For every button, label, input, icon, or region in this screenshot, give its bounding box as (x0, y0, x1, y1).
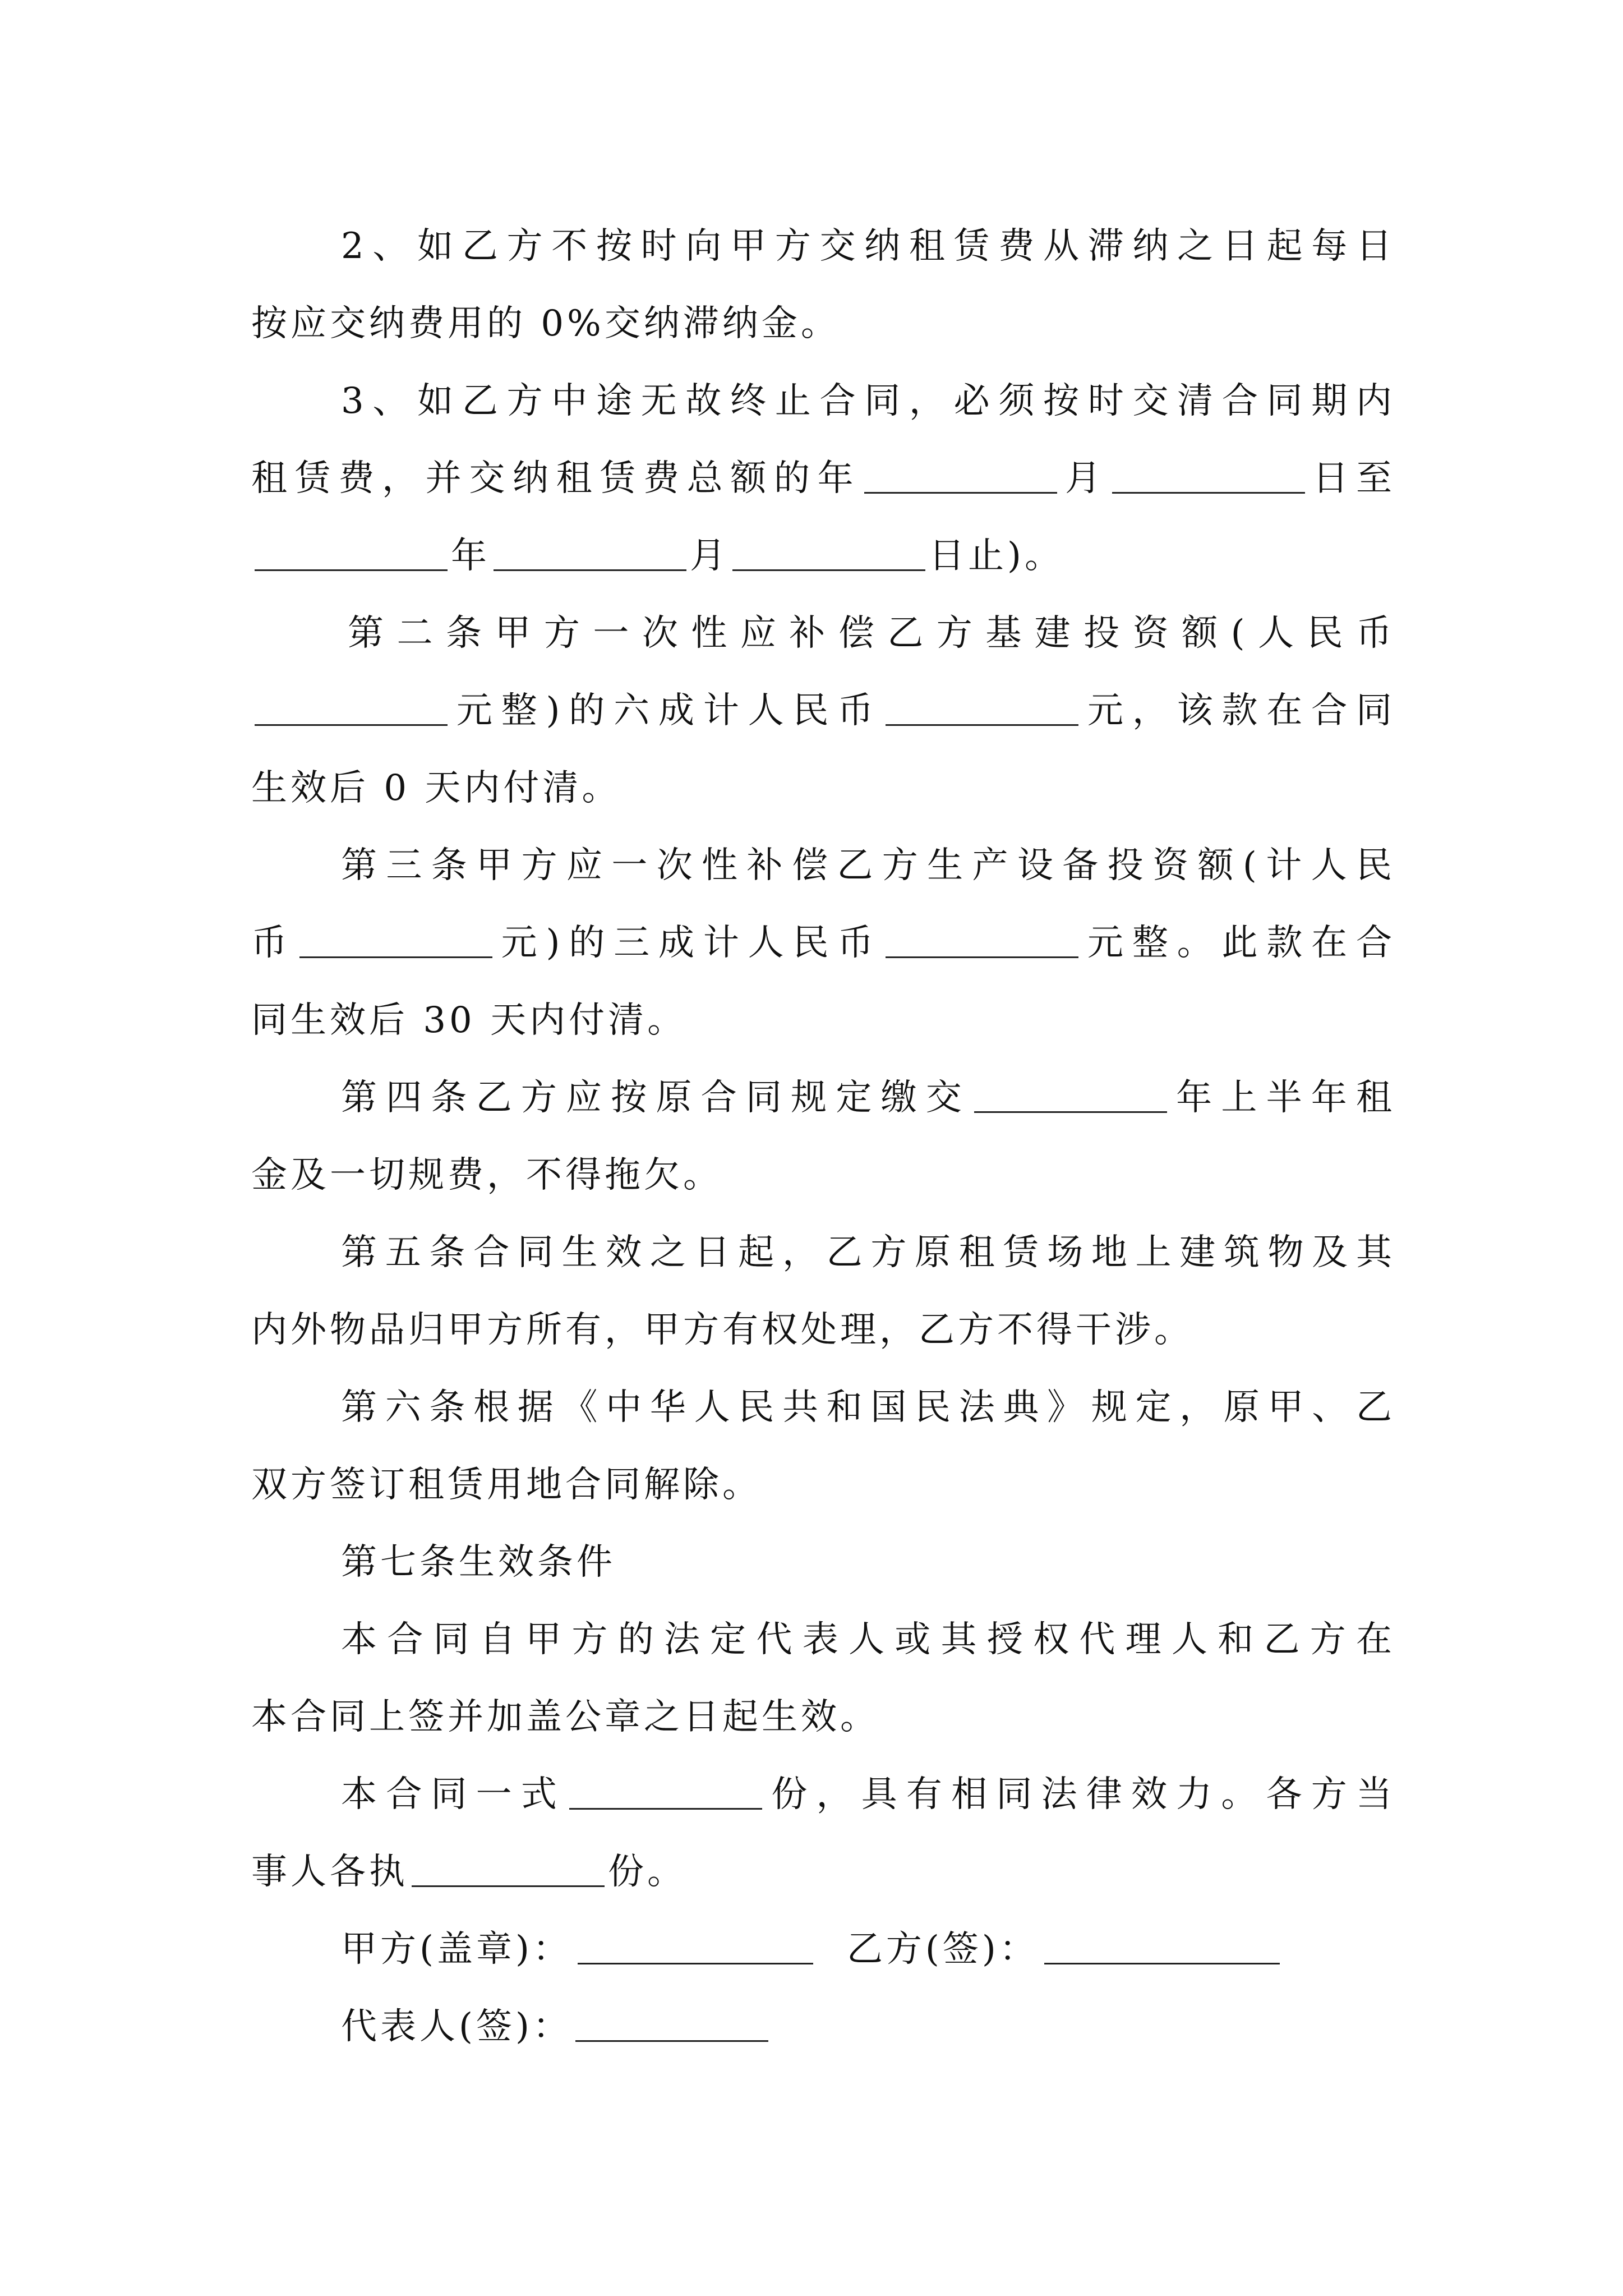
fill-blank (412, 1852, 605, 1887)
paragraph-line: 双方签订租赁用地合同解除。 (251, 1464, 762, 1506)
paragraph-line: 第三条甲方应一次性补偿乙方生产设备投资额(计人民 (341, 845, 1395, 886)
fill-blank (864, 458, 1057, 494)
party-b-signature-blank (1044, 1929, 1280, 1964)
paragraph-line: 第六条根据《中华人民共和国民法典》规定，原甲、乙 (341, 1387, 1395, 1428)
party-a-label: 甲方(盖章)： (341, 1929, 572, 1970)
fill-blank (569, 1774, 762, 1810)
paragraph-line: 年 月 日止)。 (251, 517, 1395, 595)
paragraph-line: 第四条乙方应按原合同规定缴交 年上半年租 (341, 1077, 1396, 1119)
signature-line (251, 1988, 1395, 2065)
party-a-signature-blank (578, 1929, 813, 1964)
paragraph-line: 币 元)的三成计人民币 元整。此款在合 (251, 922, 1396, 964)
paragraph-line: 2、如乙方不按时向甲方交纳租赁费从滞纳之日起每日 (341, 226, 1395, 267)
paragraph-line: 本合同上签并加盖公章之日起生效。 (251, 1696, 879, 1738)
paragraph-line: 事人各执 份。 (251, 1851, 686, 1893)
contract-body (251, 208, 1395, 2065)
fill-blank (886, 923, 1078, 958)
paragraph-line: 按应交纳费用的 0%交纳滞纳金。 (251, 303, 840, 344)
paragraph-line: 同生效后 30 天内付清。 (251, 1000, 687, 1041)
fill-blank (1112, 458, 1305, 494)
representative-label: 代表人(签)： (341, 2006, 572, 2047)
fill-blank (299, 923, 492, 958)
paragraph-line: 本合同自甲方的法定代表人或其授权代理人和乙方在 (341, 1619, 1395, 1660)
fill-blank (974, 1078, 1167, 1113)
paragraph-line: 内外物品归甲方所有，甲方有权处理，乙方不得干涉。 (251, 1309, 1193, 1351)
fill-blank (255, 691, 448, 726)
paragraph-line: 3、如乙方中途无故终止合同，必须按时交清合同期内 (341, 380, 1395, 422)
paragraph-line: 本合同一式 份，具有相同法律效力。各方当 (341, 1774, 1396, 1815)
paragraph-line: 元整)的六成计人民币 元，该款在合同 (251, 672, 1395, 749)
paragraph-line: 租赁费，并交纳租赁费总额的年 月 日至 (251, 458, 1396, 499)
fill-blank (255, 536, 448, 571)
paragraph-line: 第五条合同生效之日起，乙方原租赁场地上建筑物及其 (341, 1232, 1395, 1273)
fill-blank (732, 536, 925, 571)
paragraph-line: 第二条甲方一次性应补偿乙方基建投资额(人民币 (348, 613, 1395, 654)
party-b-label: 乙方(签)： (846, 1929, 1039, 1970)
paragraph-line: 金及一切规费，不得拖欠。 (251, 1154, 722, 1196)
signature-line (251, 1911, 1395, 1988)
fill-blank (494, 536, 686, 571)
fill-blank (886, 691, 1078, 726)
representative-signature-blank (575, 2007, 768, 2042)
section-heading: 第七条生效条件 (341, 1542, 616, 1583)
paragraph-line: 生效后 0 天内付清。 (251, 767, 621, 809)
